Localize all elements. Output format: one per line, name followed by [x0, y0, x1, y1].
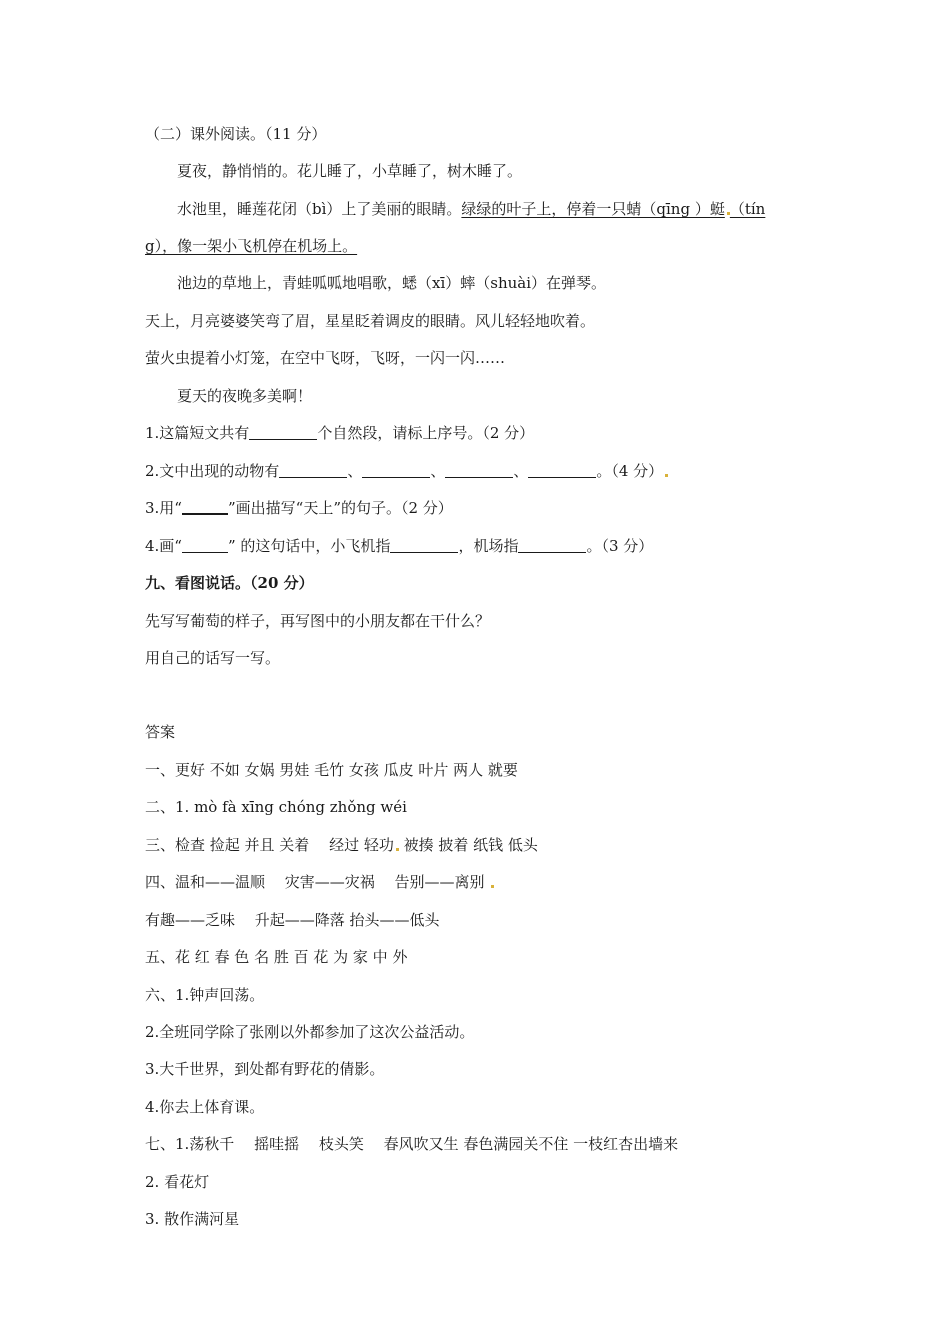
question-2-text-a: 2.文中出现的动物有: [145, 462, 280, 480]
answer-3-text-b: 被揍 披着 纸钱 低头: [403, 836, 538, 854]
answer-blank: [249, 424, 317, 440]
question-4-text-b: ” 的这句话中，小飞机指: [227, 537, 391, 555]
answer-6-2: 2.全班同学除了张刚以外都参加了这次公益活动。: [145, 1023, 475, 1041]
mark-dot-icon: [396, 848, 399, 851]
answer-blank: [528, 462, 596, 478]
answer-blank: [182, 537, 228, 553]
answer-3-text-a: 三、检查 捡起 并且 关着 经过 轻功: [145, 836, 394, 854]
section-9-line-1: 先写写葡萄的样子，再写图中的小朋友都在干什么？: [145, 612, 491, 630]
answer-blank: [362, 462, 430, 478]
answer-4-text: 四、温和——温顺 灾害——灾祸 告别——离别: [145, 873, 485, 891]
answer-7-2: 2. 看花灯: [145, 1173, 210, 1191]
paragraph-2-underlined-b: （tín: [729, 200, 766, 218]
question-4-text-a: 4.画“: [145, 537, 182, 555]
answer-2: 二、1. mò fà xīng chóng zhǒng wéi: [145, 798, 407, 816]
question-1: [145, 423, 534, 443]
answers-title: 答案: [145, 723, 176, 741]
answer-7-1: 七、1.荡秋千 摇哇摇 枝头笑 春风吹又生 春色满园关不住 一枝红杏出墙来: [145, 1135, 679, 1153]
answer-7-3: 3. 散作满河星: [145, 1210, 240, 1228]
question-3-text-b: ”画出描写“天上”的句子。（2 分）: [227, 499, 453, 517]
answer-4: [145, 872, 494, 892]
question-4-text-d: 。（3 分）: [586, 537, 654, 555]
answer-1: 一、更好 不如 女娲 男娃 毛竹 女孩 瓜皮 叶片 两人 就要: [145, 761, 518, 779]
question-3-text-a: 3.用“: [145, 499, 182, 517]
question-4: [145, 536, 653, 556]
paragraph-3: 池边的草地上，青蛙呱呱地唱歌，蟋（xī）蟀（shuài）在弹琴。: [177, 274, 607, 292]
paragraph-2-continued: [145, 236, 357, 256]
section-9-title: 九、看图说话。（20 分）: [145, 574, 314, 592]
answer-6-4: 4.你去上体育课。: [145, 1098, 265, 1116]
paragraph-5: 萤火虫提着小灯笼，在空中飞呀，飞呀，一闪一闪……: [145, 349, 506, 367]
answer-blank: [390, 537, 458, 553]
answer-6-1: 六、1.钟声回荡。: [145, 986, 265, 1004]
answer-blank: [445, 462, 513, 478]
answer-4-continued: 有趣——乏味 升起——降落 抬头——低头: [145, 911, 440, 929]
paragraph-4: 天上，月亮婆婆笑弯了眉，星星眨着调皮的眼睛。风儿轻轻地吹着。: [145, 312, 596, 330]
answer-blank: [518, 537, 586, 553]
paragraph-6: 夏天的夜晚多美啊！: [177, 387, 313, 405]
paragraph-1: 夏夜，静悄悄的。花儿睡了，小草睡了，树木睡了。: [177, 162, 523, 180]
answer-5: 五、花 红 春 色 名 胜 百 花 为 家 中 外: [145, 948, 408, 966]
question-3: [145, 498, 453, 518]
question-2: [145, 461, 668, 481]
answer-6-3: 3.大千世界，到处都有野花的倩影。: [145, 1060, 385, 1078]
separator: 、: [430, 462, 446, 480]
section-9-line-2: 用自己的话写一写。: [145, 649, 281, 667]
answer-blank: [182, 498, 228, 515]
separator: 、: [347, 462, 363, 480]
mark-dot-icon: [665, 474, 668, 477]
question-2-text-end: 。（4 分）: [596, 462, 664, 480]
reading-heading: （二）课外阅读。（11 分）: [145, 125, 327, 143]
paragraph-2: [177, 199, 765, 219]
paragraph-2-plain: 水池里，睡莲花闭（bì）上了美丽的眼睛。: [177, 200, 462, 218]
question-4-text-c: ，机场指: [458, 537, 519, 555]
answer-blank: [279, 462, 347, 478]
paragraph-2-underlined-c: g），像一架小飞机停在机场上。: [145, 237, 358, 255]
question-1-text-a: 1.这篇短文共有: [145, 424, 250, 442]
mark-dot-icon: [491, 885, 494, 888]
separator: 、: [513, 462, 529, 480]
question-1-text-b: 个自然段，请标上序号。（2 分）: [317, 424, 535, 442]
answer-3: [145, 835, 538, 855]
paragraph-2-underlined-a: 绿绿的叶子上，停着一只蜻（qīng ）蜓: [461, 200, 725, 218]
